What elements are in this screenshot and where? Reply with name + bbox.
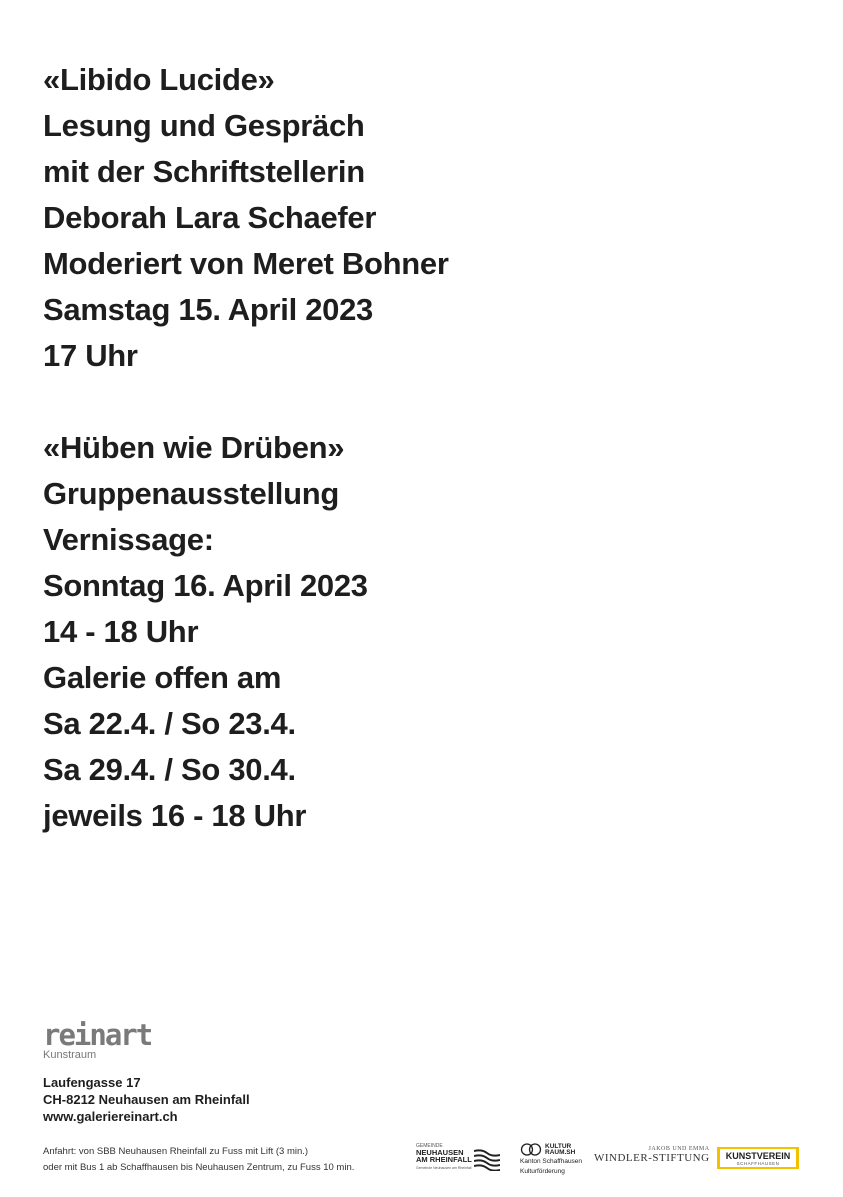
sponsor-logos bbox=[0, 1140, 843, 1180]
event1-author: Deborah Lara Schaefer bbox=[43, 200, 377, 235]
neuhausen-small: GEMEINDE bbox=[416, 1143, 443, 1149]
event2-type: Gruppenausstellung bbox=[43, 476, 340, 511]
website-link[interactable]: www.galeriereinart.ch bbox=[43, 1109, 178, 1124]
neuhausen-line1: NEUHAUSEN bbox=[416, 1148, 464, 1157]
neuhausen-line2: AM RHEINFALL bbox=[416, 1155, 472, 1164]
event1-title: «Libido Lucide» bbox=[43, 62, 275, 97]
event1-date: Samstag 15. April 2023 bbox=[43, 292, 373, 327]
logo-subtitle: Kunstraum bbox=[43, 1049, 97, 1061]
event-hueben-wie-drueben bbox=[43, 425, 368, 839]
kulturraum-title1: KULTUR bbox=[545, 1142, 572, 1150]
event-libido-lucide bbox=[43, 57, 449, 379]
windler-stiftung-logo bbox=[594, 1146, 710, 1164]
windler-small: JAKOB UND EMMA bbox=[648, 1146, 710, 1152]
event2-time: 14 - 18 Uhr bbox=[43, 614, 199, 649]
kulturraum-logo bbox=[520, 1143, 582, 1176]
event1-time: 17 Uhr bbox=[43, 338, 138, 373]
kunstverein-logo bbox=[717, 1147, 799, 1169]
event2-date: Sonntag 16. April 2023 bbox=[43, 568, 368, 603]
directions-line-2: oder mit Bus 1 ab Schaffhausen bis Neuhausen Zentrum, zu Fuss 10 min. bbox=[43, 1162, 355, 1173]
address-street: Laufengasse 17 bbox=[43, 1075, 141, 1090]
address-block bbox=[43, 1074, 250, 1125]
event2-open-label: Galerie offen am bbox=[43, 660, 282, 695]
event2-title: «Hüben wie Drüben» bbox=[43, 430, 345, 465]
kulturraum-sub1: Kanton Schaffhausen bbox=[520, 1158, 583, 1165]
kulturraum-title2: RAUM.SH bbox=[545, 1148, 576, 1156]
kulturraum-sub2: Kulturförderung bbox=[520, 1168, 565, 1175]
event2-vernissage-label: Vernissage: bbox=[43, 522, 214, 557]
neuhausen-logo bbox=[416, 1143, 472, 1170]
address-city: CH-8212 Neuhausen am Rheinfall bbox=[43, 1092, 250, 1107]
event1-line: mit der Schriftstellerin bbox=[43, 154, 365, 189]
logo-wordmark: reinart bbox=[43, 1018, 152, 1052]
windler-name: WINDLER-STIFTUNG bbox=[594, 1152, 710, 1164]
waterfall-icon bbox=[474, 1147, 500, 1171]
directions-line-1: Anfahrt: von SBB Neuhausen Rheinfall zu Fuss mit Lift (3 min.) bbox=[43, 1146, 309, 1157]
event2-open-dates-2: Sa 29.4. / So 30.4. bbox=[43, 752, 296, 787]
kulturraum-rings-icon bbox=[520, 1143, 542, 1156]
reinart-logo bbox=[43, 1018, 151, 1061]
kunstverein-name: KUNSTVEREIN bbox=[725, 1151, 791, 1161]
event2-open-dates-1: Sa 22.4. / So 23.4. bbox=[43, 706, 296, 741]
event1-type: Lesung und Gespräch bbox=[43, 108, 365, 143]
event1-moderator: Moderiert von Meret Bohner bbox=[43, 246, 449, 281]
neuhausen-tiny: Gemeinde Neuhausen am Rheinfall bbox=[416, 1166, 472, 1170]
kunstverein-sub: SCHAFFHAUSEN bbox=[736, 1161, 780, 1166]
event2-open-hours: jeweils 16 - 18 Uhr bbox=[43, 798, 307, 833]
